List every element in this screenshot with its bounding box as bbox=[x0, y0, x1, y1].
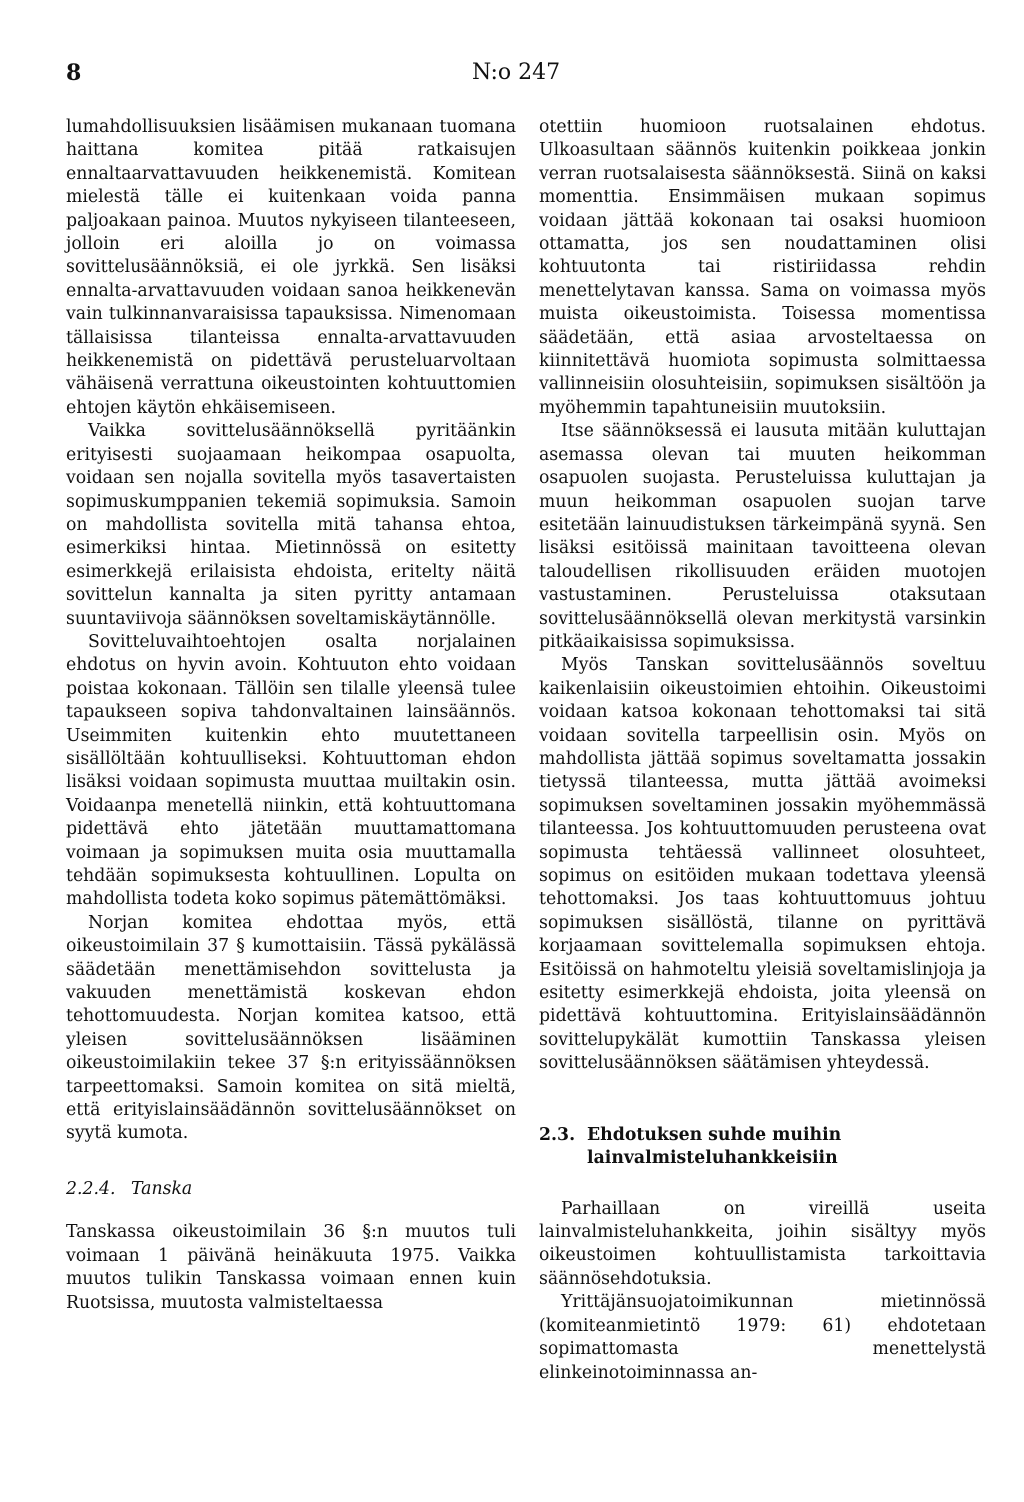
paragraph: Yrittäjänsuojatoimikunnan mietinnössä (komiteanmietintö 1979: 61) ehdotetaan sopimattomasta menettelystä elinkeinotoiminnassa an- bbox=[539, 1292, 986, 1383]
page-number: 8 bbox=[66, 60, 82, 86]
paragraph: lumahdollisuuksien lisäämisen mukanaan tuomana haittana komitea pitää ratkaisujen ennaltaarvattavuuden heikkenemistä. Komitean mielestä tälle ei kuitenkaan voida panna paljoakaan painoa. Muutos nykyiseen tilanteeseen, jolloin eri aloilla jo on voimassa sovittelusäännöksiä, ei ole jyrkkä. Sen lisäksi ennalta-arvattavuuden voidaan sanoa heikkenevän vain tulkinnanvaraisissa tapauksissa. Nimenomaan tällaisissa tilanteissa ennalta-arvattavuuden heikkenemistä on pidettävä perusteluarvoltaan vähäisenä verrattuna oikeustointen kohtuuttomien ehtojen käytön ehkäisemiseen. bbox=[66, 117, 516, 418]
paragraph: Sovitteluvaihtoehtojen osalta norjalainen ehdotus on hyvin avoin. Kohtuuton ehto voidaan poistaa kokonaan. Tällöin sen tilalle yleensä tulee tapaukseen sopiva tahdonvaltainen lainsäännös. Useimmiten kuitenkin ehto muutettaneen sisällöltään kohtuulliseksi. Kohtuuttoman ehdon lisäksi voidaan sopimusta muuttaa muiltakin osin. Voidaanpa menetellä niinkin, että kohtuuttomana pidettävä ehto jätetään muuttamattomana voimaan ja sopimuksen muita osia muuttamalla tehdään sopimuksesta kohtuullinen. Lopulta on mahdollista todeta koko sopimus pätemättömäksi. bbox=[66, 631, 516, 910]
paragraph: Vaikka sovittelusäännöksellä pyritäänkin erityisesti suojaamaan heikompaa osapuolta, voidaan sen nojalla sovitella myös tasavertaisten sopimuskumppanien tekemiä sopimuksia. Samoin on mahdollista sovitella mitä tahansa ehtoa, esimerkiksi hintaa. Mietinnössä on esitetty esimerkkejä erilaisista ehdoista, eritelty näitä sovittelun kannalta ja siten pyritty antamaan suuntaviivoja säännöksen soveltamiskäytännölle. bbox=[66, 421, 516, 629]
paragraph: Myös Tanskan sovittelusäännös soveltuu kaikenlaisiin oikeustoimien ehtoihin. Oikeustoimi voidaan katsoa kokonaan tehottomaksi tai sitä voidaan sovitella tarpeellisin osin. Myös on mahdollista jättää sopimus soveltamatta jossakin tietyssä tilanteessa, mutta jättää avoimeksi sopimuksen soveltaminen jossakin myöhemmässä tilanteessa. Jos kohtuuttomuuden perusteena ovat sopimusta tehtäessä vallinneet olosuhteet, sopimus on esitöiden mukaan todettava yleensä tehottomaksi. Jos taas kohtuuttomuus johtuu sopimuksen sisällöstä, tilanne on pyrittävä korjaamaan sovittelemalla sopimuksen ehtoja. Esitöissä on hahmoteltu yleisiä soveltamislinjoja ja esitetty esimerkkejä ehdoista, joita yleensä on pidettävä kohtuuttomina. Erityislainsäädännön sovittelupykälät kumottiin Tanskassa yleisen sovittelusäännöksen säätämisen yhteydessä. bbox=[539, 655, 986, 1074]
left-column bbox=[66, 116, 516, 1315]
paragraph: Tanskassa oikeustoimilain 36 §:n muutos tuli voimaan 1 päivänä heinäkuuta 1975. Vaikka muutos tulikin Tanskassa voimaan ennen kuin Ruotsissa, muutosta valmisteltaessa bbox=[66, 1222, 516, 1313]
section-title: Ehdotuksen suhde muihin lainvalmisteluhankkeisiin bbox=[587, 1124, 842, 1168]
paragraph: otettiin huomioon ruotsalainen ehdotus. Ulkoasultaan säännös kuitenkin poikkeaa jonkin verran ruotsalaisesta säännöksestä. Siinä on kaksi momenttia. Ensimmäisen mukaan sopimus voidaan jättää kokonaan tai osaksi huomioon ottamatta, jos sen noudattaminen olisi kohtuutonta tai ristiriidassa rehdin menettelytavan kanssa. Sama on voimassa myös muista oikeustoimista. Toisessa momentissa säädetään, että asiaa arvosteltaessa on kiinnitettävä huomiota sopimusta solmittaessa vallinneisiin olosuhteisiin, sopimuksen sisältöön ja myöhemmin tapahtuneisiin muutoksiin. bbox=[539, 117, 986, 418]
paragraph: Itse säännöksessä ei lausuta mitään kuluttajan asemassa olevan tai muuten heikomman osapuolen suojasta. Perusteluissa kuluttajan ja muun heikomman osapuolen suojan tarve esitetään lainuudistuksen tärkeimpänä syynä. Sen lisäksi esitöissä mainitaan tavoitteena olevan taloudellisen rikollisuuden eräiden muotojen vastustaminen. Perusteluissa otaksutaan sovittelusäännöksellä olevan merkitystä varsinkin pitkäaikaisissa sopimuksissa. bbox=[539, 421, 986, 652]
paragraph: Norjan komitea ehdottaa myös, että oikeustoimilain 37 § kumottaisiin. Tässä pykälässä säädetään menettämisehdon sovittelusta ja vakuuden menettämistä koskevan ehdon tehottomuudesta. Norjan komitea katsoo, että yleisen sovittelusäännöksen lisääminen oikeustoimilakiin tekee 37 §:n erityissäännöksen tarpeettomaksi. Samoin komitea on sitä mieltä, että erityislainsäädännön sovittelusäännökset on syytä kumota. bbox=[66, 912, 516, 1144]
section-heading-tanska bbox=[66, 1178, 516, 1201]
section-heading-2-3 bbox=[539, 1124, 986, 1170]
section-number: 2.3. bbox=[539, 1124, 576, 1145]
section-number: 2.2.4. bbox=[66, 1178, 116, 1199]
paragraph: Parhaillaan on vireillä useita lainvalmisteluhankkeita, joihin sisältyy myös oikeustoimen kohtuullistamista tarkoittavia säännösehdotuksia. bbox=[539, 1198, 986, 1289]
section-title: Tanska bbox=[130, 1178, 193, 1199]
document-id: N:o 247 bbox=[472, 60, 561, 85]
right-column bbox=[539, 116, 986, 1385]
